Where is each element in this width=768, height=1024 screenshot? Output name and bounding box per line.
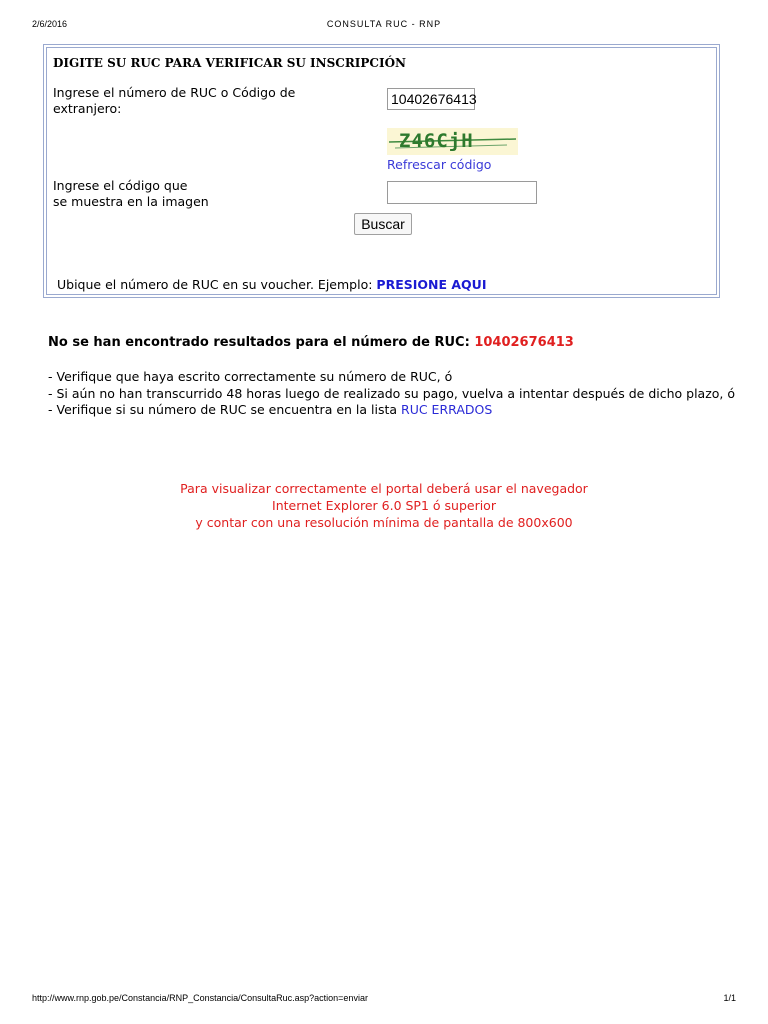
- notice-line3: y contar con una resolución mínima de pantalla de 800x600: [195, 515, 573, 530]
- ruc-input[interactable]: 10402676413: [387, 88, 475, 110]
- searched-ruc: 10402676413: [474, 335, 574, 350]
- captcha-graphic: [387, 128, 518, 155]
- refresh-captcha-link[interactable]: Refrescar código: [387, 157, 492, 172]
- captcha-image: [387, 128, 518, 155]
- print-title: CONSULTA RUC - RNP: [326, 19, 442, 29]
- notice-line2: Internet Explorer 6.0 SP1 ó superior: [272, 498, 496, 513]
- print-date: 2/6/2016: [32, 19, 68, 29]
- print-page-number: 1/1: [723, 993, 736, 1003]
- browser-notice: [0, 480, 768, 531]
- no-results-text: No se han encontrado resultados para el número de RUC:: [48, 335, 475, 350]
- ruc-errados-link[interactable]: RUC ERRADOS: [401, 402, 493, 417]
- captcha-code-input[interactable]: [387, 181, 537, 204]
- no-results-message: [48, 335, 574, 350]
- tip-item: [48, 402, 738, 419]
- code-label-line1: Ingrese el código que: [53, 178, 188, 193]
- ruc-form: [43, 44, 720, 298]
- tip-text: - Verifique si su número de RUC se encuentra en la lista: [48, 402, 402, 417]
- notice-line1: Para visualizar correctamente el portal deberá usar el navegador: [180, 481, 588, 496]
- search-button[interactable]: Buscar: [354, 213, 412, 235]
- voucher-hint: [57, 277, 486, 292]
- ruc-label: [53, 85, 343, 117]
- tips-list: [48, 369, 738, 419]
- captcha-text: Z46CjH: [399, 130, 474, 152]
- ruc-label-line2: extranjero:: [53, 101, 122, 116]
- print-url: http://www.rnp.gob.pe/Constancia/RNP_Constancia/ConsultaRuc.asp?action=enviar: [32, 993, 368, 1003]
- ruc-label-line1: Ingrese el número de RUC o Código de: [53, 85, 296, 100]
- form-title: DIGITE SU RUC PARA VERIFICAR SU INSCRIPCIÓN: [53, 56, 407, 70]
- hint-text: Ubique el número de RUC en su voucher. Ejemplo:: [57, 277, 377, 292]
- ruc-form-inner: [46, 47, 717, 295]
- code-label-line2: se muestra en la imagen: [53, 194, 209, 209]
- tip-item: - Verifique que haya escrito correctamente su número de RUC, ó: [48, 369, 453, 384]
- tip-item: - Si aún no han transcurrido 48 horas luego de realizado su pago, vuelva a intentar después de dicho plazo, ó: [48, 385, 736, 401]
- code-label: [53, 178, 343, 210]
- press-here-link[interactable]: PRESIONE AQUI: [376, 277, 487, 292]
